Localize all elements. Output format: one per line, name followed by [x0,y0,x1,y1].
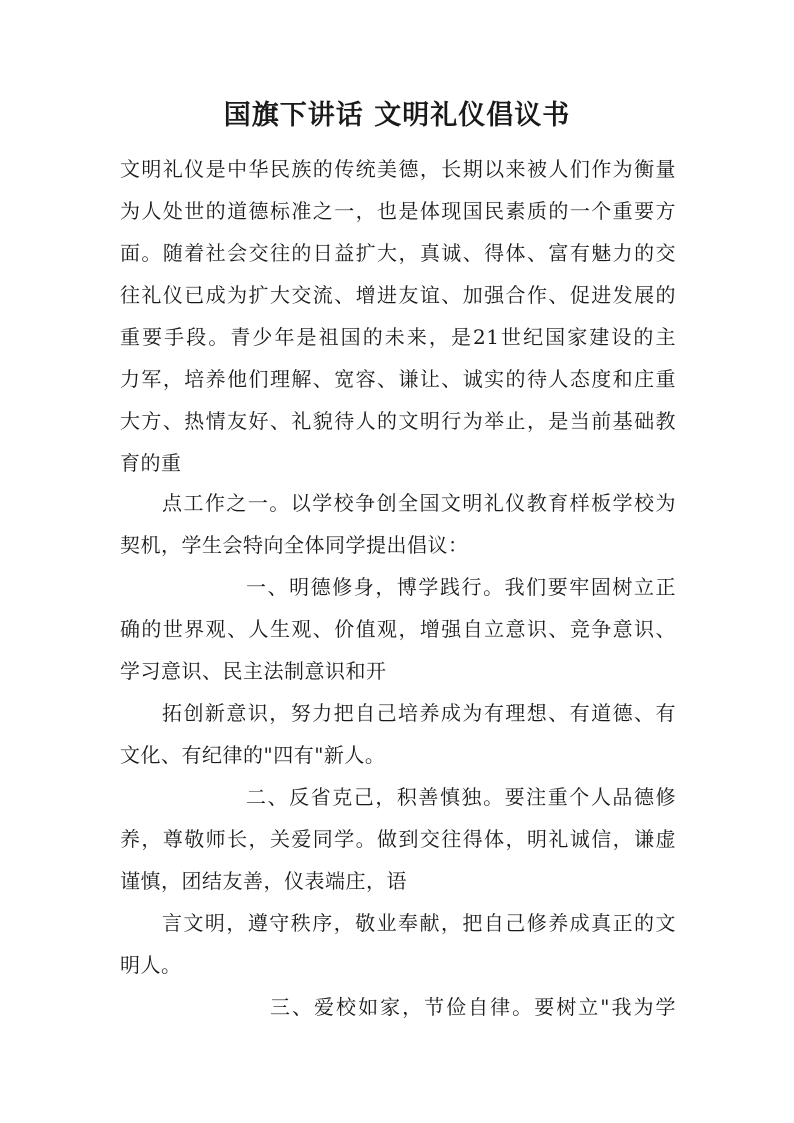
paragraph-line: 重要手段。青少年是祖国的未来，是21世纪国家建设的主 [120,325,676,349]
paragraph-line: 点工作之一。以学校争创全国文明礼仪教育样板学校为 [162,491,676,515]
paragraph-line: 养，尊敬师长，关爱同学。做到交往得体，明礼诚信，谦虚 [120,827,676,851]
paragraph-line: 文化、有纪律的"四有"新人。 [120,743,386,767]
paragraph-line: 明人。 [120,953,182,977]
paragraph-line: 三、爱校如家，节俭自律。要树立"我为学 [270,995,676,1019]
paragraph-line: 文明礼仪是中华民族的传统美德，长期以来被人们作为衡量 [120,157,676,181]
paragraph-line: 学习意识、民主法制意识和开 [120,659,387,683]
paragraph-line: 谨慎，团结友善，仪表端庄，语 [120,869,407,893]
paragraph-line: 为人处世的道德标准之一，也是体现国民素质的一个重要方 [120,199,676,223]
paragraph-line: 育的重 [120,451,182,475]
paragraph-line: 面。随着社会交往的日益扩大，真诚、得体、富有魅力的交 [120,241,676,265]
paragraph-line: 二、反省克己，积善慎独。要注重个人品德修 [246,785,676,809]
paragraph-line: 一、明德修身，博学践行。我们要牢固树立正 [246,575,676,599]
paragraph-line: 确的世界观、人生观、价值观，增强自立意识、竞争意识、 [120,617,676,641]
paragraph-line: 言文明，遵守秩序，敬业奉献，把自己修养成真正的文 [162,911,676,935]
paragraph-line: 拓创新意识，努力把自己培养成为有理想、有道德、有 [162,701,676,725]
paragraph-line: 契机，学生会特向全体同学提出倡议： [120,533,469,557]
document-title: 国旗下讲话 文明礼仪倡议书 [223,100,571,131]
paragraph-line: 往礼仪已成为扩大交流、增进友谊、加强合作、促进发展的 [120,283,676,307]
paragraph-line: 大方、热情友好、礼貌待人的文明行为举止，是当前基础教 [120,409,676,433]
paragraph-line: 力军，培养他们理解、宽容、谦让、诚实的待人态度和庄重 [120,367,676,391]
